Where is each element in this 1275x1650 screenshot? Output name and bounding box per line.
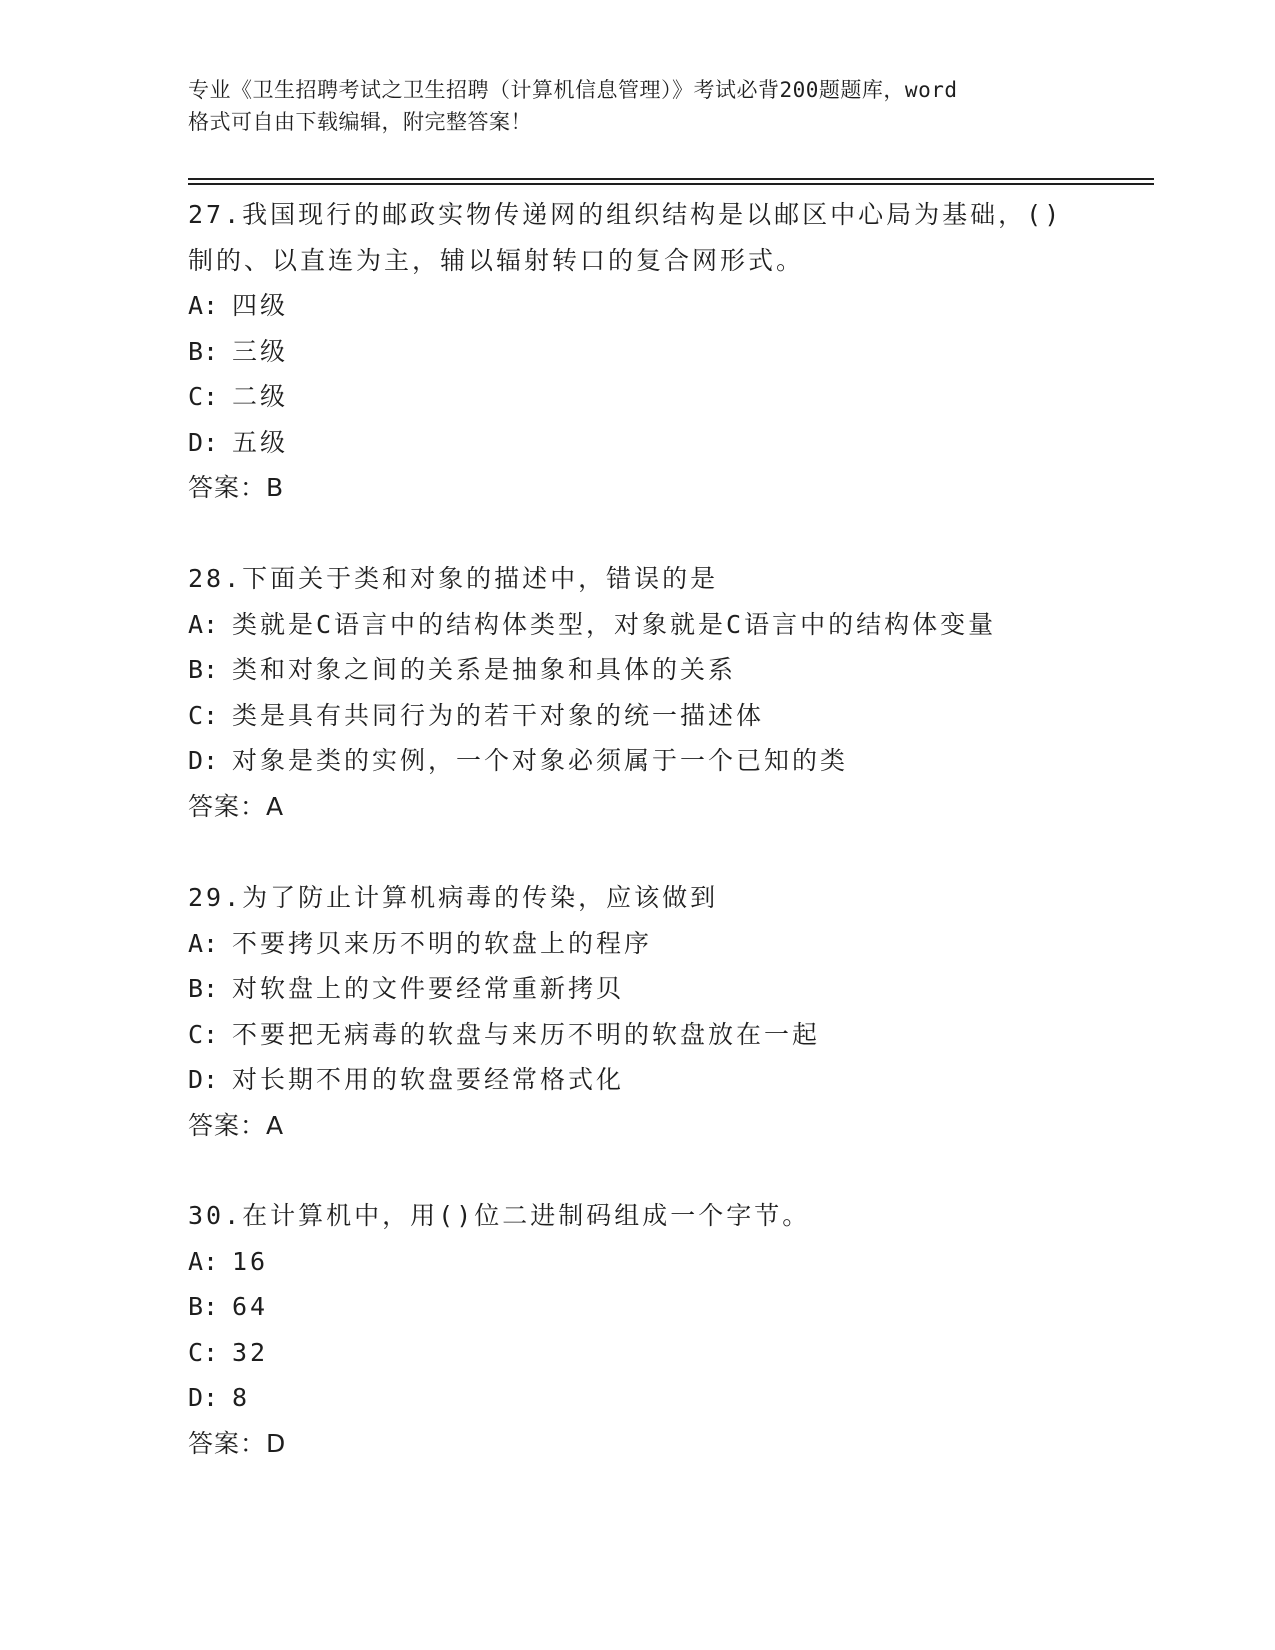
option-text: 32 — [232, 1337, 269, 1367]
option-d — [188, 1375, 1088, 1421]
option-text: 类就是C语言中的结构体类型，对象就是C语言中的结构体变量 — [232, 609, 997, 639]
option-text: 64 — [232, 1292, 269, 1321]
option-text: 三级 — [232, 336, 289, 366]
option-text: 五级 — [232, 427, 289, 457]
option-text: 四级 — [232, 291, 289, 320]
question-text-line: 30.在计算机中，用()位二进制码组成一个字节。 — [188, 1201, 811, 1230]
document-header — [188, 74, 1088, 138]
question-28 — [188, 556, 1088, 829]
option-key: C: — [188, 1019, 219, 1049]
option-key: D: — [188, 1065, 219, 1094]
option-text: 不要把无病毒的软盘与来历不明的软盘放在一起 — [232, 1019, 821, 1049]
question-27 — [188, 192, 1088, 511]
option-a — [188, 283, 1088, 329]
question-30 — [188, 1193, 1088, 1466]
option-key: B: — [188, 974, 219, 1003]
question-text-line: 29.为了防止计算机病毒的传染，应该做到 — [188, 883, 719, 912]
option-c — [188, 693, 1088, 739]
option-text: 对软盘上的文件要经常重新拷贝 — [232, 974, 625, 1003]
option-key: D: — [188, 1383, 219, 1412]
answer-line: 答案：A — [188, 791, 285, 821]
option-key: A: — [188, 928, 219, 958]
option-a — [188, 1239, 1088, 1285]
option-b — [188, 647, 1088, 693]
option-text: 二级 — [232, 382, 289, 411]
option-text: 不要拷贝来历不明的软盘上的程序 — [232, 928, 653, 958]
option-d — [188, 420, 1088, 466]
option-d — [188, 738, 1088, 784]
option-key: A: — [188, 291, 219, 320]
option-a — [188, 921, 1088, 967]
header-line-2: 格式可自由下载编辑，附完整答案！ — [188, 110, 532, 134]
option-b — [188, 329, 1088, 375]
question-text-line: 27.我国现行的邮政实物传递网的组织结构是以邮区中心局为基础，() — [188, 200, 1063, 229]
option-text: 对长期不用的软盘要经常格式化 — [232, 1065, 625, 1094]
question-text-line: 28.下面关于类和对象的描述中，错误的是 — [188, 564, 719, 593]
option-text: 16 — [232, 1246, 269, 1276]
option-key: A: — [188, 1246, 219, 1276]
option-c — [188, 1330, 1088, 1376]
option-key: C: — [188, 1337, 219, 1367]
header-divider-bottom — [188, 183, 1154, 185]
option-b — [188, 1284, 1088, 1330]
option-c — [188, 1012, 1088, 1058]
option-text: 对象是类的实例，一个对象必须属于一个已知的类 — [232, 746, 849, 775]
option-key: C: — [188, 700, 219, 730]
question-29 — [188, 875, 1088, 1148]
option-key: D: — [188, 427, 219, 457]
option-d — [188, 1057, 1088, 1103]
option-b — [188, 966, 1088, 1012]
option-text: 类和对象之间的关系是抽象和具体的关系 — [232, 655, 737, 684]
option-text: 8 — [232, 1383, 251, 1412]
option-key: B: — [188, 1292, 219, 1321]
header-divider-top — [188, 178, 1154, 180]
option-a — [188, 602, 1088, 648]
option-key: D: — [188, 746, 219, 775]
answer-line: 答案：B — [188, 473, 285, 502]
option-key: B: — [188, 655, 219, 684]
option-text: 类是具有共同行为的若干对象的统一描述体 — [232, 700, 765, 730]
option-key: C: — [188, 382, 219, 411]
option-key: A: — [188, 609, 219, 639]
answer-line: 答案：D — [188, 1428, 287, 1458]
header-line-1: 专业《卫生招聘考试之卫生招聘（计算机信息管理）》考试必背200题题库，word — [188, 78, 958, 102]
answer-line: 答案：A — [188, 1110, 285, 1140]
option-key: B: — [188, 336, 219, 366]
option-c — [188, 374, 1088, 420]
question-text-line: 制的、以直连为主，辅以辐射转口的复合网形式。 — [188, 245, 805, 275]
